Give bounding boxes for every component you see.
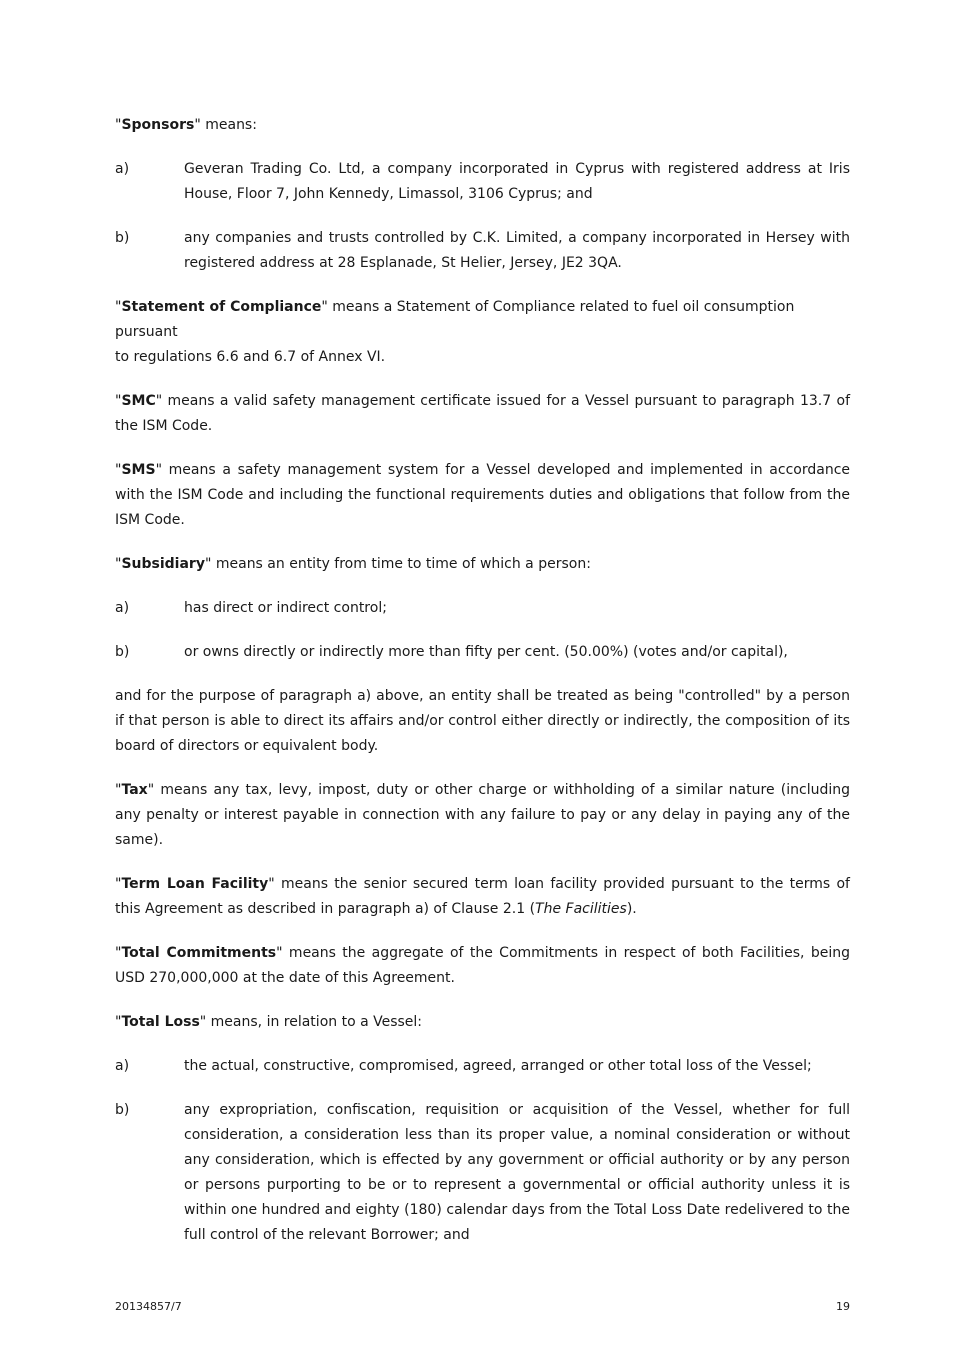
document-page [115,113,850,1267]
definition-statement-of-compliance: "Statement of Compliance" means a Statement of Compliance related to fuel oil consumption pursuant to regulations 6.6 and 6.7 of Annex VI. [115,299,795,365]
list-item: b) any companies and trusts controlled by C.K. Limited, a company incorporated in Hersey with registered address at 28 Esplanade, St Helier, Jersey, JE2 3QA. [115,230,850,271]
list-item: a) Geveran Trading Co. Ltd, a company incorporated in Cyprus with registered address at Iris House, Floor 7, John Kennedy, Limassol, 3106 Cyprus; and [115,161,850,202]
term-smc: SMC [121,393,156,409]
definition-sms: "SMS" means a safety management system for a Vessel developed and implemented in accordance with the ISM Code and including the functional requirements duties and obligations that follow from the ISM Code. [115,462,850,528]
definition-tax: "Tax" means any tax, levy, impost, duty or other charge or withholding of a similar nature (including any penalty or interest payable in connection with any failure to pay or any delay in paying any of the same). [115,782,850,848]
definition-total-commitments: "Total Commitments" means the aggregate of the Commitments in respect of both Facilities, being USD 270,000,000 at the date of this Agreement. [115,945,850,986]
term-subsidiary: Subsidiary [121,556,205,572]
clause-reference: The Facilities [535,901,627,917]
term-sponsors: Sponsors [121,117,195,133]
term-statement-of-compliance: Statement of Compliance [121,299,322,315]
page-footer [115,1300,850,1313]
term-total-loss: Total Loss [121,1014,200,1030]
term-sms: SMS [121,462,156,478]
document-reference: 20134857/7 [115,1300,182,1313]
list-item: b) any expropriation, confiscation, requisition or acquisition of the Vessel, whether for full consideration, a consideration less than its proper value, a nominal consideration or without any consideration, which is effected by any government or official authority or by any person or persons purporting to be or to represent a governmental or official authority unless it is within one hundred and eighty (180) calendar days from the Total Loss Date redelivered to the full control of the relevant Borrower; and [115,1102,850,1243]
term-total-commitments: Total Commitments [121,945,277,961]
list-item: a) the actual, constructive, compromised, agreed, arranged or other total loss of the Vessel; [115,1058,812,1074]
definition-sponsors: "Sponsors" means: [115,117,257,133]
definition-subsidiary: "Subsidiary" means an entity from time to time of which a person: [115,556,591,572]
definition-term-loan-facility: "Term Loan Facility" means the senior secured term loan facility provided pursuant to the terms of this Agreement as described in paragraph a) of Clause 2.1 (The Facilities). [115,876,850,917]
definition-smc: "SMC" means a valid safety management certificate issued for a Vessel pursuant to paragraph 13.7 of the ISM Code. [115,393,850,434]
definition-total-loss: "Total Loss" means, in relation to a Vessel: [115,1014,423,1030]
list-item: a) has direct or indirect control; [115,600,387,616]
page-number: 19 [836,1300,850,1313]
term-tax: Tax [121,782,148,798]
term-term-loan-facility: Term Loan Facility [121,876,269,892]
subsidiary-tail-paragraph: and for the purpose of paragraph a) above, an entity shall be treated as being "controlled" by a person if that person is able to direct its affairs and/or control either directly or indirectly, the composition of its board of directors or equivalent body. [115,688,850,754]
list-item: b) or owns directly or indirectly more than fifty per cent. (50.00%) (votes and/or capital), [115,644,788,660]
